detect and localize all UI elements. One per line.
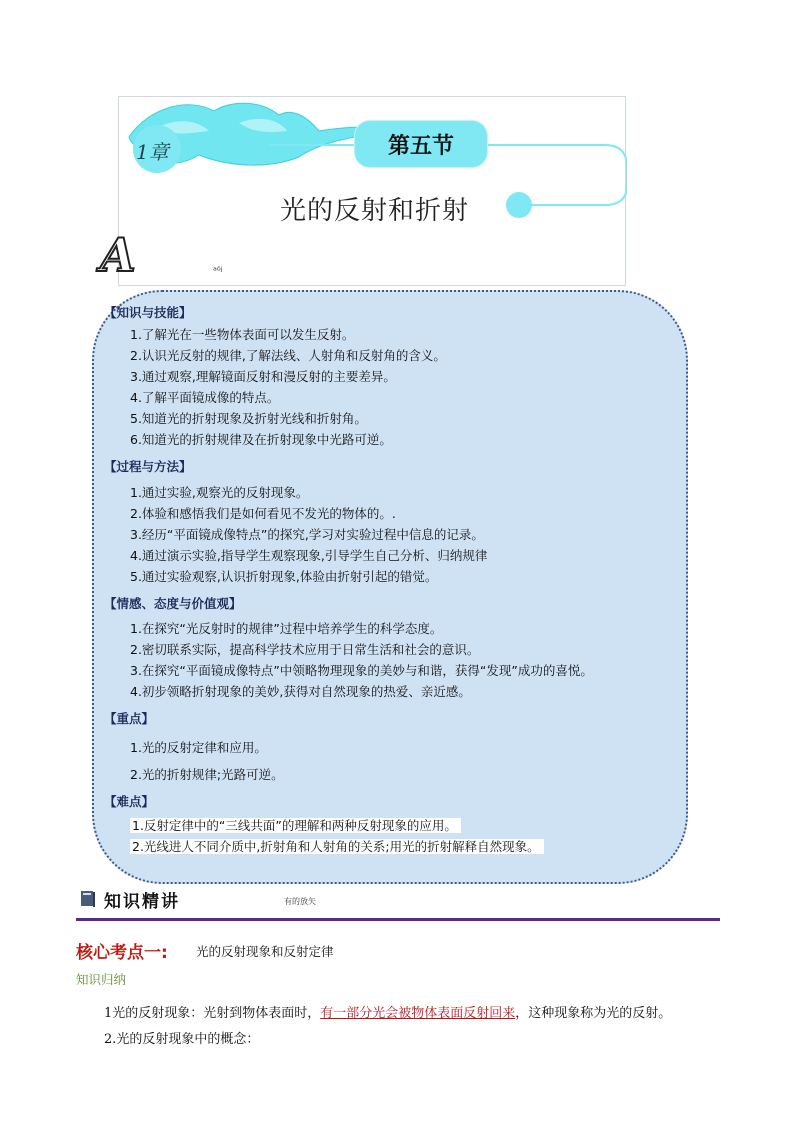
- list-item: 3.经历“平面镜成像特点”的探究,学习对实验过程中信息的记录。: [130, 527, 484, 542]
- list-item: 5.知道光的折射现象及折射光线和折射角。: [130, 411, 367, 426]
- heading-knowledge-skills: 【知识与技能】: [104, 305, 192, 320]
- list-item: 6.知道光的折射规律及在折射现象中光路可逆。: [130, 432, 392, 447]
- underlined-key-phrase: 有一部分光会被物体表面反射回来: [320, 1006, 516, 1021]
- heading-attitude-values: 【情感、态度与价值观】: [104, 596, 242, 611]
- list-item: 2.认识光反射的规律,了解法线、人射角和反射角的含义。: [130, 348, 446, 363]
- heading-difficulties: 【难点】: [104, 794, 155, 809]
- list-item: 1.了解光在一些物体表面可以发生反射。: [130, 327, 355, 342]
- tiny-mark: ᵃᵟʲ: [213, 266, 223, 277]
- highlighted-text: 2.光线进人不同介质中,折射角和人射角的关系;用光的折射解释自然现象。: [130, 839, 544, 854]
- heading-process-methods: 【过程与方法】: [104, 459, 192, 474]
- section-badge: 第五节: [354, 120, 488, 168]
- para-text: ，这种现象称为光的反射。: [515, 1006, 672, 1021]
- list-item: 3.在探究“平面镜成像特点”中领略物理现象的美妙与和谐，获得“发现”成功的喜悦。: [130, 663, 593, 678]
- end-dot: [506, 192, 532, 218]
- heading-key-points: 【重点】: [104, 711, 155, 726]
- chapter-label: 1章: [136, 140, 169, 164]
- list-item: 2.密切联系实际，提高科学技术应用于日常生活和社会的意识。: [130, 642, 480, 657]
- section-title: 知识精讲: [104, 892, 180, 912]
- list-item: 1.通过实验,观察光的反射现象。: [130, 485, 309, 500]
- divider: [76, 918, 720, 921]
- list-item: 4.通过演示实验,指导学生观察现象,引导学生自己分析、归纳规律: [130, 548, 488, 563]
- list-item: 1.光的反射定律和应用。: [130, 740, 267, 755]
- list-item: 1.在探究“光反射时的规律”过程中培养学生的科学态度。: [130, 621, 443, 636]
- list-item: 2.光的折射规律;光路可逆。: [130, 767, 284, 782]
- list-item: 5.通过实验观察,认识折射现象,体验由折射引起的错觉。: [130, 569, 438, 584]
- page-title: 光的反射和折射: [280, 196, 470, 226]
- list-item: [130, 816, 461, 834]
- list-item: 4.了解平面镜成像的特点。: [130, 390, 280, 405]
- list-item: 4.初步领略折射现象的美妙,获得对自然现象的热爱、亲近感。: [130, 684, 471, 699]
- highlighted-text: 1.反射定律中的“三线共面”的理解和两种反射现象的应用。: [130, 818, 461, 833]
- list-item: 2.体验和感悟我们是如何看见不发光的物体的。.: [130, 506, 396, 521]
- para-text: 1光的反射现象：光射到物体表面时，: [104, 1006, 321, 1021]
- core-point-topic: 光的反射现象和反射定律: [196, 944, 334, 959]
- knowledge-summary-label: 知识归纳: [76, 972, 127, 987]
- section-note: 有的放矢: [284, 897, 316, 906]
- list-item: [130, 837, 544, 855]
- book-icon: [80, 890, 96, 908]
- connector-line: [487, 145, 627, 205]
- core-point-label: 核心考点一:: [76, 943, 168, 963]
- paragraph-reflection-concepts: 2.光的反射现象中的概念：: [104, 1032, 260, 1047]
- paragraph-reflection-definition: [104, 1002, 671, 1021]
- list-item: 3.通过观察,理解镜面反射和漫反射的主要差异。: [130, 369, 396, 384]
- outline-letter-logo: A: [100, 228, 136, 282]
